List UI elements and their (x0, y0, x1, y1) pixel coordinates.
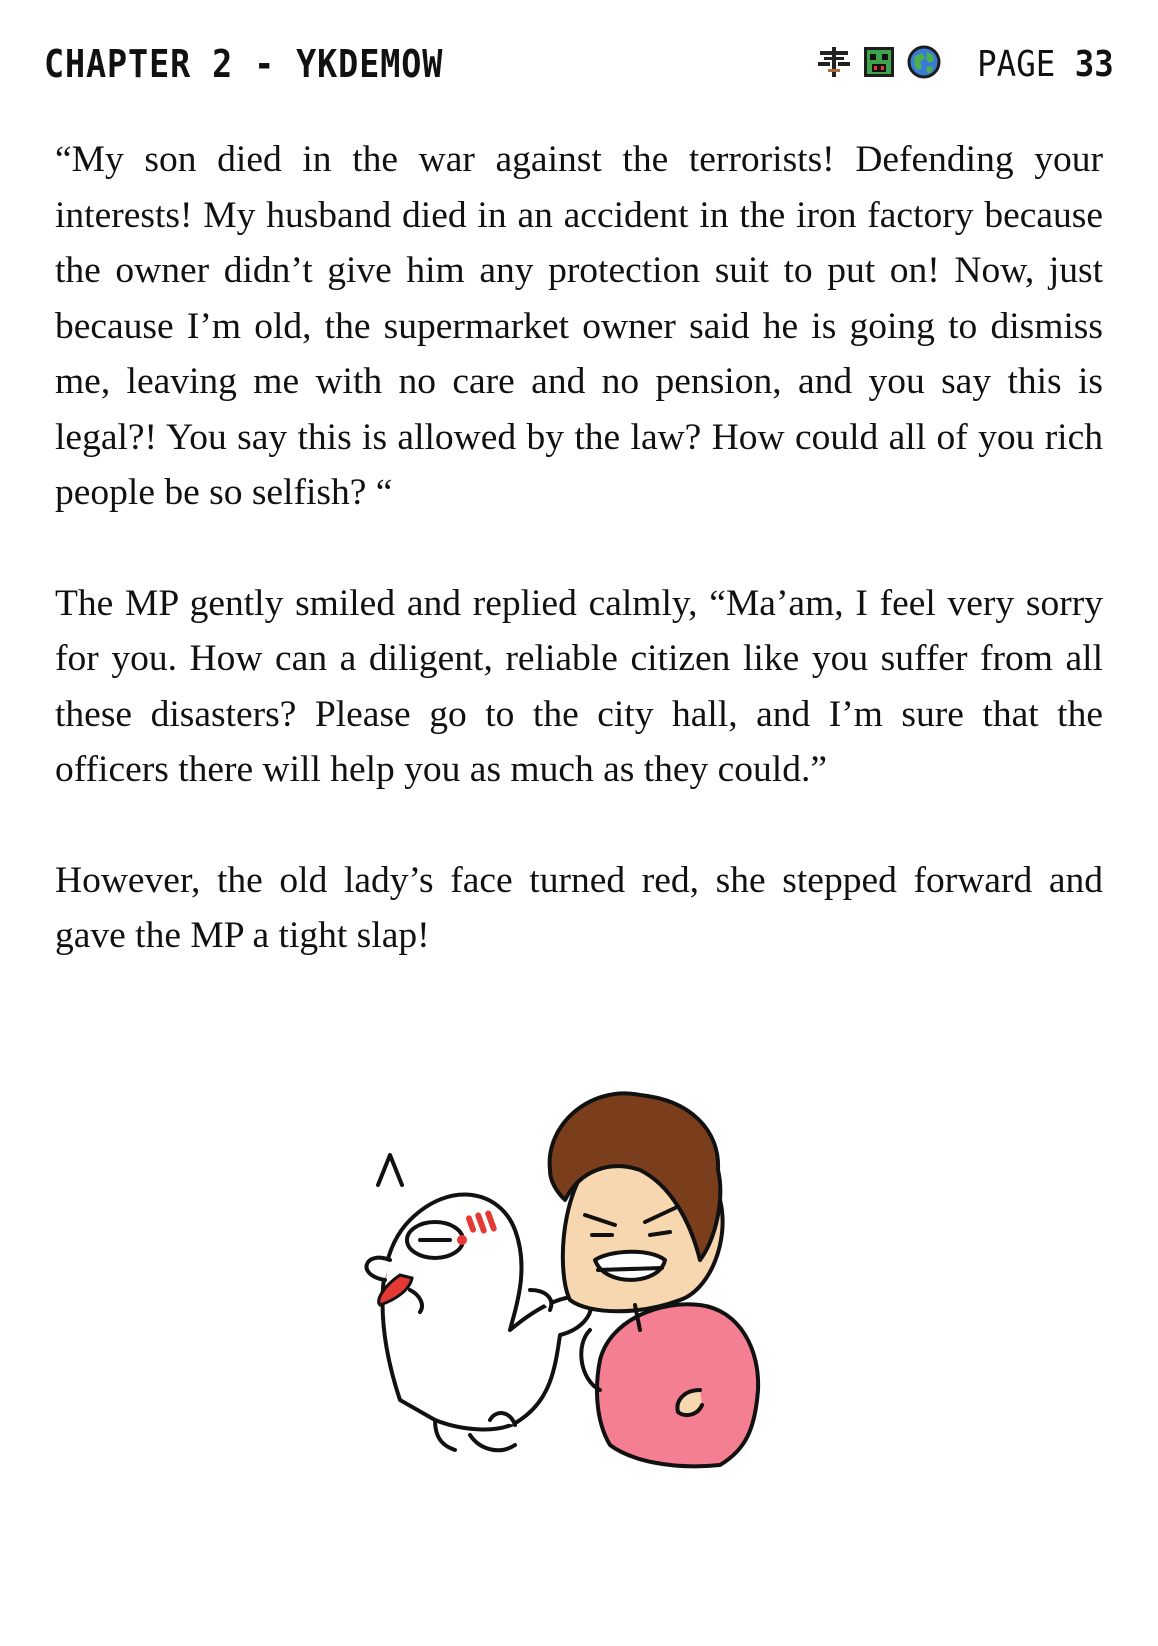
page-label: PAGE (977, 43, 1056, 85)
paragraph-3: However, the old lady’s face turned red, she stepped forward and gave the MP a tight slap! (55, 859, 1103, 956)
paragraph-1: “My son died in the war against the terrorists! Defending your interests! My husband died in an accident in the iron factory because the owner didn’t give him any protection suit to put on! Now, just because I’m old, the supermarket owner said he is going to dismiss me, leaving me with no care and no pension, and you say this is legal?! You say this is allowed by the law? How could all of you rich people be so selfish? “ (55, 139, 1103, 513)
header-right (816, 40, 1114, 88)
lady-character (550, 1093, 759, 1466)
flag-pole-icon (816, 45, 852, 84)
pixel-robot-icon (862, 45, 896, 84)
earth-globe-icon (906, 44, 942, 85)
paragraph-2: The MP gently smiled and replied calmly, “Ma’am, I feel very sorry for you. How can a diligent, reliable citizen like you suffer from all these disasters? Please go to the city hall, and I’m sure that the officers there will help you as much as they could.” (55, 582, 1103, 790)
slap-illustration (340, 1090, 820, 1530)
chapter-title: CHAPTER 2 - YKDEMOW (44, 42, 444, 86)
page-indicator (977, 44, 1114, 85)
page-header (44, 40, 1114, 88)
mp-character (366, 1155, 590, 1450)
page-number: 33 (1074, 43, 1114, 85)
story-text (55, 132, 1103, 1019)
